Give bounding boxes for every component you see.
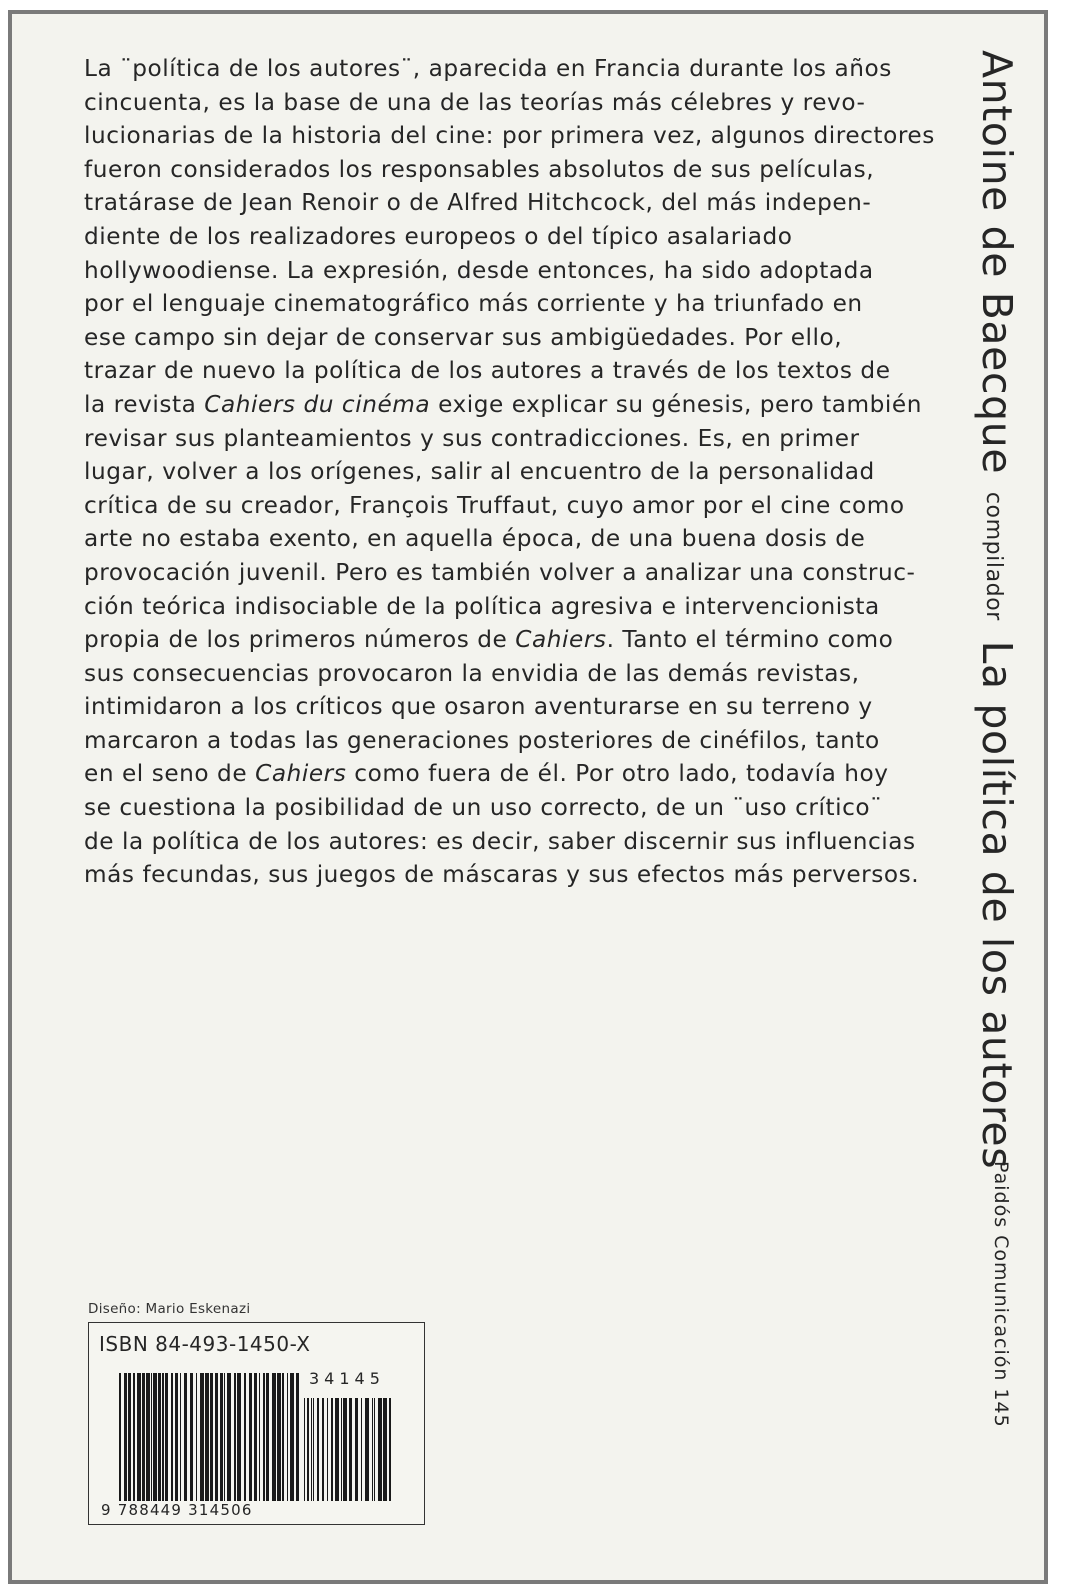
vertical-title-block <box>969 50 1021 1169</box>
barcode-bar <box>365 1398 369 1501</box>
blurb-line <box>84 321 934 355</box>
blurb-text: trazar de nuevo la política de los autores a través de los textos de <box>84 357 891 385</box>
barcode-bar <box>322 1398 324 1501</box>
blurb-text: como fuera de él. Por otro lado, todavía hoy <box>346 760 889 788</box>
blurb-text: ción teórica indisociable de la política agresiva e intervencionista <box>84 592 880 620</box>
blurb-line <box>84 657 934 691</box>
barcode-bar <box>335 1398 339 1501</box>
barcode-bar <box>331 1398 333 1501</box>
blurb-text: por el lenguaje cinematográfico más corriente y ha triunfado en <box>84 290 863 318</box>
barcode-bar <box>282 1373 284 1501</box>
barcode-bar <box>290 1373 294 1501</box>
italic-journal-name: Cahiers du cinéma <box>204 390 431 418</box>
italic-journal-name: Cahiers <box>255 760 347 788</box>
book-title: La política de los autores <box>973 640 1021 1170</box>
isbn-label: ISBN 84-493-1450-X <box>99 1332 311 1356</box>
blurb-text: lugar, volver a los orígenes, salir al encuentro de la personalidad <box>84 458 875 486</box>
barcode-bar <box>128 1373 131 1501</box>
barcode-bar <box>307 1398 309 1501</box>
blurb-line <box>84 623 934 657</box>
blurb-line <box>84 220 934 254</box>
barcode-bar <box>200 1373 204 1501</box>
blurb-line <box>84 858 934 892</box>
barcode-bar <box>343 1398 347 1501</box>
barcode-bar <box>389 1398 391 1501</box>
barcode-addon-digits: 34145 <box>309 1369 385 1388</box>
blurb-line <box>84 422 934 456</box>
blurb-text: de la política de los autores: es decir, saber discernir sus influencias <box>84 827 916 855</box>
book-back-cover <box>8 10 1048 1584</box>
barcode-bar <box>151 1373 152 1501</box>
blurb-line <box>84 186 934 220</box>
design-credit: Diseño: Mario Eskenazi <box>88 1301 251 1317</box>
blurb-text: revisar sus planteamientos y sus contradicciones. Es, en primer <box>84 424 860 452</box>
blurb-text: ese campo sin dejar de conservar sus ambigüedades. Por ello, <box>84 323 843 351</box>
addon-barcode <box>304 1398 394 1501</box>
blurb-text: intimidaron a los críticos que osaron aventurarse en su terreno y <box>84 693 873 721</box>
barcode-bar <box>349 1398 352 1501</box>
barcode-bar <box>249 1373 252 1501</box>
barcode-bar <box>210 1373 213 1501</box>
barcode-bar <box>171 1373 173 1501</box>
barcode-bar <box>162 1373 164 1501</box>
blurb-text: crítica de su creador, François Truffaut, cuyo amor por el cine como <box>84 491 905 519</box>
blurb-text: lucionarias de la historia del cine: por primera vez, algunos directores <box>84 122 935 150</box>
blurb-text: en el seno de <box>84 760 256 788</box>
blurb-text: tratárase de Jean Renoir o de Alfred Hitchcock, del más indepen- <box>84 189 872 217</box>
blurb-line <box>84 86 934 120</box>
blurb-text: arte no estaba exento, en aquella época, de una buena dosis de <box>84 525 866 553</box>
barcode-bar <box>224 1373 225 1501</box>
blurb-text: marcaron a todas las generaciones posteriores de cinéfilos, tanto <box>84 726 880 754</box>
blurb-text: se cuestiona la posibilidad de un uso correcto, de un ¨uso crítico¨ <box>84 794 883 822</box>
barcode-bar <box>205 1373 209 1501</box>
barcode-bar <box>244 1373 246 1501</box>
barcode-bar <box>304 1398 305 1501</box>
barcode-bar <box>259 1373 260 1501</box>
blurb-line <box>84 354 934 388</box>
barcode-bar <box>237 1373 241 1501</box>
barcode-bar <box>277 1373 281 1501</box>
barcode-bar <box>341 1398 342 1501</box>
barcode-bar <box>263 1373 265 1501</box>
blurb-line <box>84 455 934 489</box>
blurb-text: sus consecuencias provocaron la envidia de las demás revistas, <box>84 659 860 687</box>
blurb-text: . Tanto el término como <box>606 626 894 654</box>
barcode-bar <box>272 1373 276 1501</box>
ean-digits: 9 788449 314506 <box>101 1501 253 1519</box>
barcode-bar <box>180 1373 181 1501</box>
blurb-line <box>84 287 934 321</box>
barcode-bar <box>372 1398 373 1501</box>
barcode-bar <box>175 1373 178 1501</box>
barcode-bar <box>266 1373 269 1501</box>
blurb-line <box>84 690 934 724</box>
blurb-line <box>84 153 934 187</box>
barcode-bar <box>234 1373 236 1501</box>
blurb-line <box>84 119 934 153</box>
back-cover-blurb <box>84 52 934 892</box>
blurb-line <box>84 388 934 422</box>
blurb-line <box>84 489 934 523</box>
barcode-bar <box>137 1373 141 1501</box>
barcode-bar <box>227 1373 231 1501</box>
barcode-bar <box>327 1398 328 1501</box>
blurb-text: exige explicar su génesis, pero también <box>430 390 922 418</box>
blurb-text: cincuenta, es la base de una de las teorías más célebres y revo- <box>84 88 866 116</box>
author-name: Antoine de Baecque <box>973 50 1021 475</box>
blurb-text: más fecundas, sus juegos de máscaras y sus efectos más perversos. <box>84 861 920 889</box>
blurb-text: diente de los realizadores europeos o del típico asalariado <box>84 222 793 250</box>
barcode-bar <box>287 1373 288 1501</box>
barcode-bar <box>254 1373 257 1501</box>
blurb-line <box>84 254 934 288</box>
blurb-line <box>84 556 934 590</box>
series-label: Paidós Comunicación 145 <box>990 1161 1012 1428</box>
italic-journal-name: Cahiers <box>515 626 607 654</box>
blurb-text: la revista <box>84 390 205 418</box>
barcode-bar <box>133 1373 135 1501</box>
barcode-bar <box>146 1373 150 1501</box>
barcode-bar <box>215 1373 218 1501</box>
barcode-bar <box>124 1373 127 1501</box>
blurb-text: propia de los primeros números de <box>84 626 516 654</box>
barcode-bar <box>158 1373 161 1501</box>
blurb-text: hollywoodiense. La expresión, desde entonces, ha sido adoptada <box>84 256 874 284</box>
blurb-text: La ¨política de los autores¨, aparecida en Francia durante los años <box>84 55 892 82</box>
ean-barcode <box>119 1373 299 1501</box>
blurb-text: fueron considerados los responsables absolutos de sus películas, <box>84 155 875 183</box>
barcode-bar <box>355 1398 358 1501</box>
blurb-line <box>84 757 934 791</box>
isbn-barcode-box <box>88 1322 425 1525</box>
barcode-bar <box>311 1398 312 1501</box>
barcode-bar <box>296 1373 299 1501</box>
author-role: compilador <box>981 491 1006 621</box>
barcode-bar <box>313 1398 314 1501</box>
blurb-line <box>84 590 934 624</box>
barcode-bar <box>383 1398 387 1501</box>
barcode-bar <box>378 1398 382 1501</box>
barcode-bar <box>184 1373 187 1501</box>
blurb-line <box>84 791 934 825</box>
blurb-line <box>84 825 934 859</box>
barcode-bar <box>142 1373 145 1501</box>
barcode-bar <box>220 1373 223 1501</box>
blurb-line <box>84 522 934 556</box>
barcode-bar <box>153 1373 157 1501</box>
blurb-line <box>84 52 934 86</box>
barcode-bar <box>361 1398 362 1501</box>
blurb-text: provocación juvenil. Pero es también volver a analizar una construc- <box>84 558 916 586</box>
barcode-bar <box>374 1398 375 1501</box>
blurb-line <box>84 724 934 758</box>
barcode-bar <box>119 1373 121 1501</box>
barcode-bar <box>165 1373 168 1501</box>
barcode-bar <box>190 1373 193 1501</box>
barcode-bar <box>196 1373 197 1501</box>
barcode-bar <box>317 1398 319 1501</box>
